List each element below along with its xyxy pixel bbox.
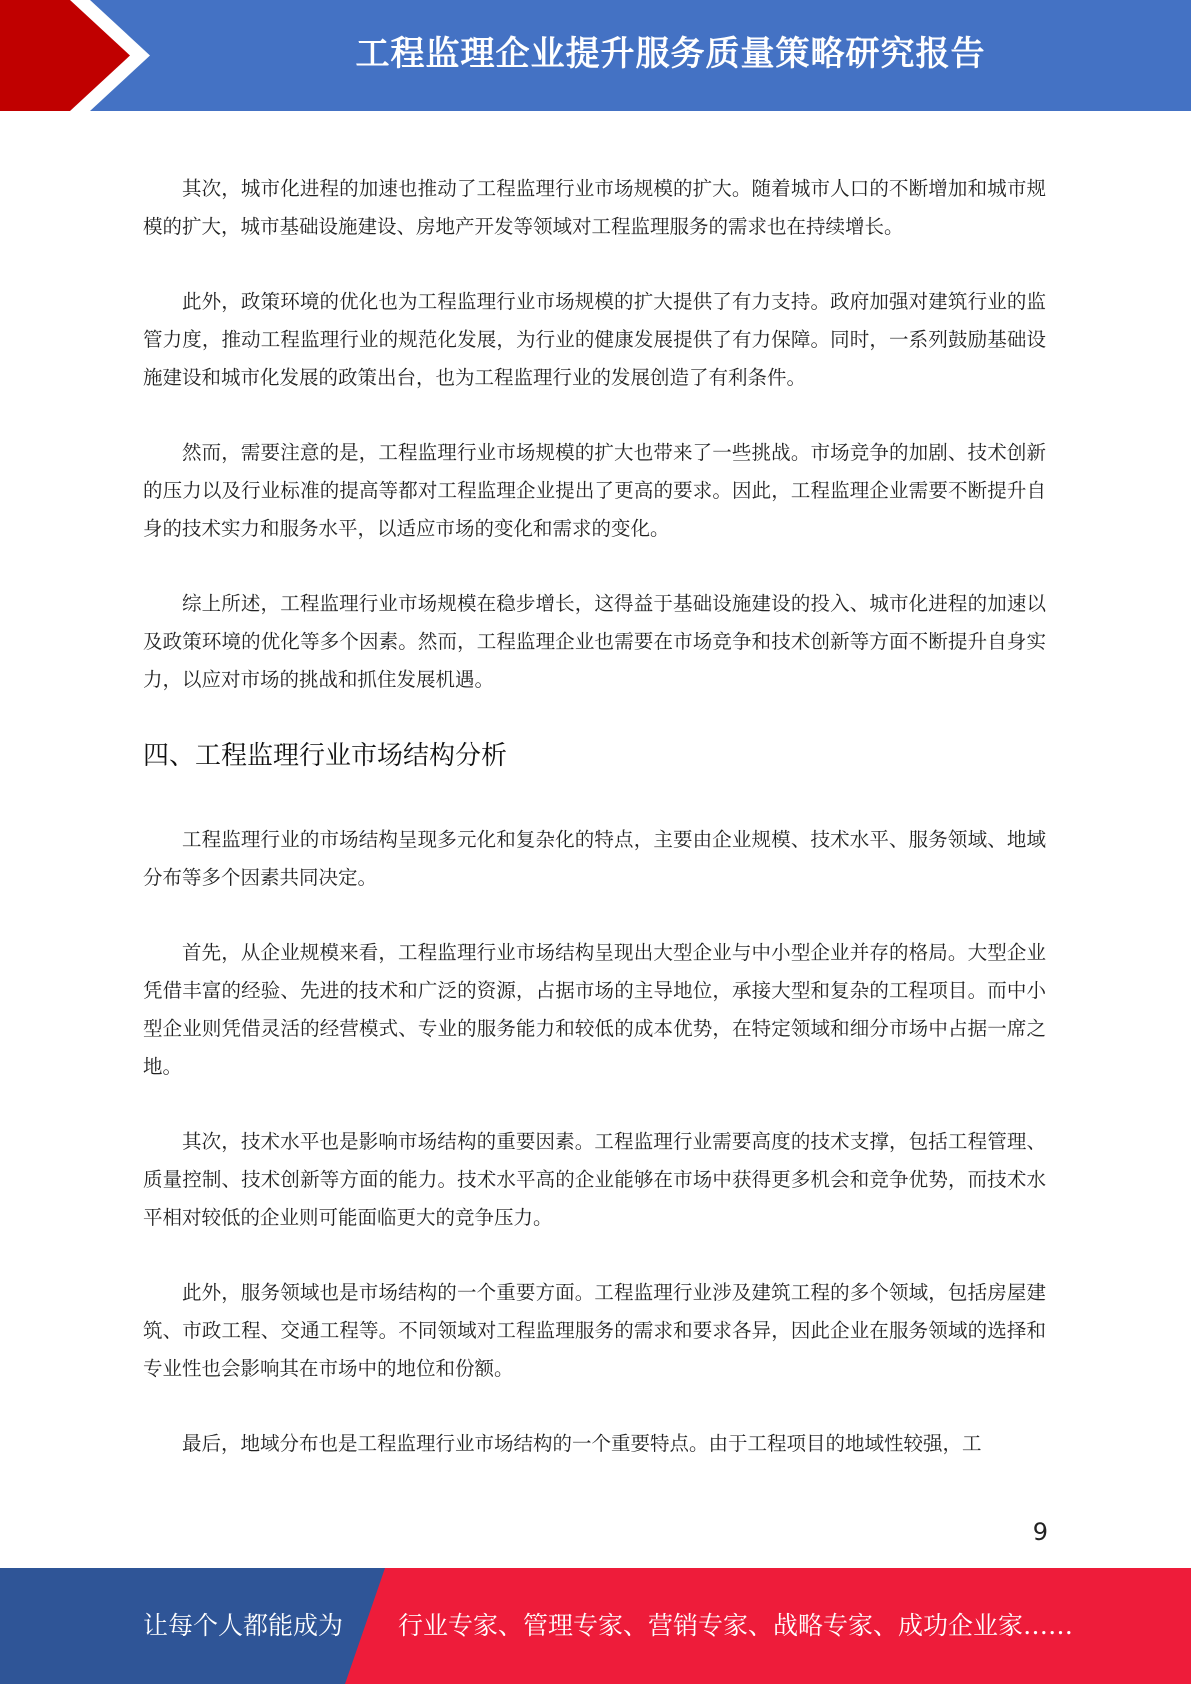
- footer-slogan-left: 让每个人都能成为: [143, 1611, 344, 1640]
- body-paragraph: 最后，地域分布也是工程监理行业市场结构的一个重要特点。由于工程项目的地域性较强，工: [182, 1432, 982, 1455]
- body-paragraph: 其次，城市化进程的加速也推动了工程监理行业市场规模的扩大。随着城市人口的不断增加和城市规模的扩大，城市基础设施建设、房地产开发等领域对工程监理服务的需求也在持续增长。: [143, 177, 1046, 238]
- page-header: [0, 0, 1191, 111]
- body-paragraph: 此外，政策环境的优化也为工程监理行业市场规模的扩大提供了有力支持。政府加强对建筑行业的监管力度，推动工程监理行业的规范化发展，为行业的健康发展提供了有力保障。同时，一系列鼓励基础设施建设和城市化发展的政策出台，也为工程监理行业的发展创造了有利条件。: [143, 290, 1046, 389]
- footer-slogan-right: 行业专家、管理专家、营销专家、战略专家、成功企业家……: [398, 1611, 1074, 1640]
- section-heading: 四、工程监理行业市场结构分析: [143, 741, 508, 771]
- header-chevron-graphic: [0, 0, 160, 111]
- body-paragraph: 然而，需要注意的是，工程监理行业市场规模的扩大也带来了一些挑战。市场竞争的加剧、技术创新的压力以及行业标准的提高等都对工程监理企业提出了更高的要求。因此，工程监理企业需要不断提升自身的技术实力和服务水平，以适应市场的变化和需求的变化。: [143, 441, 1046, 540]
- body-paragraph: 首先，从企业规模来看，工程监理行业市场结构呈现出大型企业与中小型企业并存的格局。大型企业凭借丰富的经验、先进的技术和广泛的资源，占据市场的主导地位，承接大型和复杂的工程项目。而中小型企业则凭借灵活的经营模式、专业的服务能力和较低的成本优势，在特定领域和细分市场中占据一席之地。: [143, 941, 1046, 1078]
- body-paragraph: 此外，服务领域也是市场结构的一个重要方面。工程监理行业涉及建筑工程的多个领域，包括房屋建筑、市政工程、交通工程等。不同领域对工程监理服务的需求和要求各异，因此企业在服务领域的选择和专业性也会影响其在市场中的地位和份额。: [143, 1281, 1046, 1380]
- body-paragraph: 工程监理行业的市场结构呈现多元化和复杂化的特点，主要由企业规模、技术水平、服务领域、地域分布等多个因素共同决定。: [143, 828, 1046, 889]
- body-paragraph: 其次，技术水平也是影响市场结构的重要因素。工程监理行业需要高度的技术支撑，包括工程管理、质量控制、技术创新等方面的能力。技术水平高的企业能够在市场中获得更多机会和竞争优势，而技术水平相对较低的企业则可能面临更大的竞争压力。: [143, 1130, 1046, 1229]
- body-paragraph: 综上所述，工程监理行业市场规模在稳步增长，这得益于基础设施建设的投入、城市化进程的加速以及政策环境的优化等多个因素。然而，工程监理企业也需要在市场竞争和技术创新等方面不断提升自身实力，以应对市场的挑战和抓住发展机遇。: [143, 592, 1046, 691]
- report-title: 工程监理企业提升服务质量策略研究报告: [355, 34, 986, 74]
- header-chevron-red: [0, 0, 130, 111]
- document-body: [143, 170, 1046, 1500]
- page-footer: [0, 1568, 1191, 1684]
- page-number: 9: [1032, 1518, 1048, 1546]
